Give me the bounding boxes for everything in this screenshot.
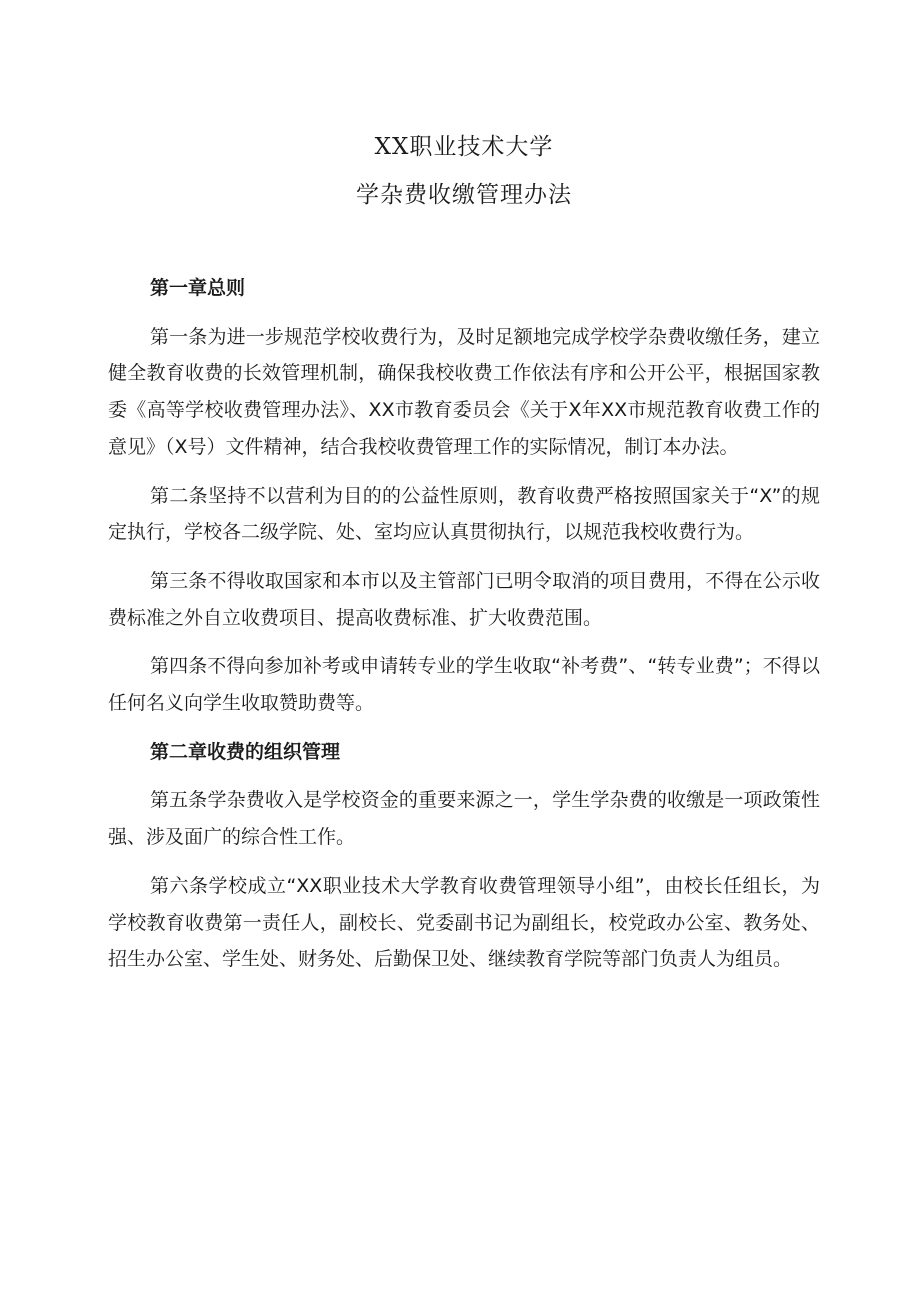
chapter-1-heading: 第一章总则 — [150, 277, 246, 299]
document-title-line-1: XX职业技术大学 — [374, 134, 554, 160]
article-1: 第一条为进一步规范学校收费行为，及时足额地完成学校学杂费收缴任务，建立健全教育收费的长效管理机制，确保我校收费工作依法有序和公开公平，根据国家教委《高等学校收费管理办法》、XX市教育委员会《关于X年XX市规范教育收费工作的意见》（X号）文件精神，结合我校收费管理工作的实际情况，制订本办法。 — [108, 325, 820, 458]
article-4: 第四条不得向参加补考或申请转专业的学生收取“补考费”、“转专业费”；不得以任何名义向学生收取赞助费等。 — [108, 655, 820, 715]
article-2: 第二条坚持不以营利为目的的公益性原则，教育收费严格按照国家关于“X”的规定执行，学校各二级学院、处、室均应认真贯彻执行，以规范我校收费行为。 — [108, 484, 820, 544]
article-6: 第六条学校成立“XX职业技术大学教育收费管理领导小组”，由校长任组长，为学校教育收费第一责任人，副校长、党委副书记为副组长，校党政办公室、教务处、招生办公室、学生处、财务处、后勤保卫处、继续教育学院等部门负责人为组员。 — [108, 874, 820, 971]
chapter-2-heading: 第二章收费的组织管理 — [150, 740, 341, 763]
document-body — [108, 270, 820, 990]
article-5: 第五条学杂费收入是学校资金的重要来源之一，学生学杂费的收缴是一项政策性强、涉及面广的综合性工作。 — [108, 789, 820, 849]
document-title-line-2: 学杂费收缴管理办法 — [356, 182, 572, 208]
article-3: 第三条不得收取国家和本市以及主管部门已明令取消的项目费用，不得在公示收费标准之外自立收费项目、提高收费标准、扩大收费范围。 — [108, 569, 820, 629]
